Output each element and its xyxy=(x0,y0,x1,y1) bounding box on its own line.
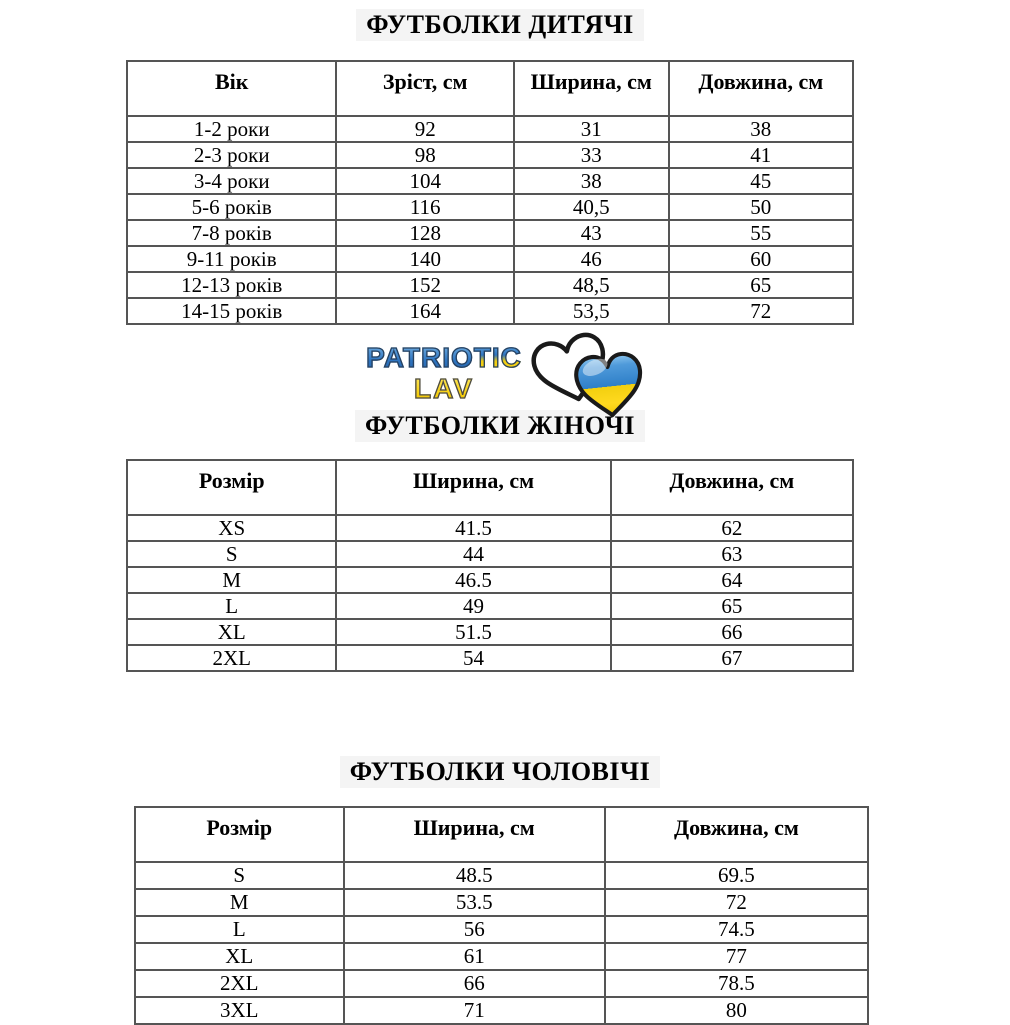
table-cell: 72 xyxy=(669,298,853,324)
table-cell: 55 xyxy=(669,220,853,246)
table-cell: 38 xyxy=(514,168,669,194)
double-heart-ukraine-flag-icon xyxy=(526,330,654,422)
table-cell: 77 xyxy=(605,943,868,970)
table-row xyxy=(135,889,868,916)
column-header: Довжина, см xyxy=(605,807,868,862)
table-cell: 66 xyxy=(344,970,605,997)
table-row xyxy=(127,541,853,567)
table-cell: 43 xyxy=(514,220,669,246)
table-header-row xyxy=(127,61,853,116)
table-cell: 38 xyxy=(669,116,853,142)
table-cell: 53,5 xyxy=(514,298,669,324)
table-cell: 62 xyxy=(611,515,853,541)
table-cell: 53.5 xyxy=(344,889,605,916)
table-cell: 67 xyxy=(611,645,853,671)
table-cell: XS xyxy=(127,515,336,541)
table-cell: 33 xyxy=(514,142,669,168)
table-cell: 51.5 xyxy=(336,619,610,645)
table-cell: 80 xyxy=(605,997,868,1024)
column-header: Ширина, см xyxy=(344,807,605,862)
table-cell: M xyxy=(135,889,344,916)
women-title: ФУТБОЛКИ ЖІНОЧІ xyxy=(355,410,645,442)
children-section xyxy=(0,0,1000,41)
table-cell: 1-2 роки xyxy=(127,116,336,142)
table-cell: 48,5 xyxy=(514,272,669,298)
table-row xyxy=(127,272,853,298)
table-cell: 98 xyxy=(336,142,514,168)
table-cell: 69.5 xyxy=(605,862,868,889)
men-size-table xyxy=(134,806,869,1025)
table-cell: 3-4 роки xyxy=(127,168,336,194)
table-row xyxy=(127,168,853,194)
table-row xyxy=(127,194,853,220)
table-cell: 46 xyxy=(514,246,669,272)
men-title: ФУТБОЛКИ ЧОЛОВІЧІ xyxy=(340,756,660,788)
table-cell: 54 xyxy=(336,645,610,671)
table-cell: 50 xyxy=(669,194,853,220)
table-cell: 7-8 років xyxy=(127,220,336,246)
table-row xyxy=(135,997,868,1024)
table-row xyxy=(135,943,868,970)
table-header-row xyxy=(135,807,868,862)
table-row xyxy=(127,142,853,168)
column-header: Ширина, см xyxy=(514,61,669,116)
table-row xyxy=(135,862,868,889)
table-cell: 40,5 xyxy=(514,194,669,220)
table-cell: 56 xyxy=(344,916,605,943)
table-cell: XL xyxy=(135,943,344,970)
table-cell: M xyxy=(127,567,336,593)
table-row xyxy=(127,220,853,246)
column-header: Ширина, см xyxy=(336,460,610,515)
table-cell: L xyxy=(135,916,344,943)
table-cell: 31 xyxy=(514,116,669,142)
table-row xyxy=(127,567,853,593)
table-cell: 2XL xyxy=(127,645,336,671)
table-cell: 65 xyxy=(669,272,853,298)
table-cell: 140 xyxy=(336,246,514,272)
table-cell: 48.5 xyxy=(344,862,605,889)
logo-line1 xyxy=(366,344,522,372)
table-cell: S xyxy=(135,862,344,889)
table-cell: 63 xyxy=(611,541,853,567)
ukraine-heart-icon xyxy=(574,352,644,419)
table-cell: 66 xyxy=(611,619,853,645)
women-size-table xyxy=(126,459,854,672)
table-cell: 2-3 роки xyxy=(127,142,336,168)
table-cell: 45 xyxy=(669,168,853,194)
table-cell: 12-13 років xyxy=(127,272,336,298)
table-row xyxy=(135,970,868,997)
table-cell: 46.5 xyxy=(336,567,610,593)
table-cell: 164 xyxy=(336,298,514,324)
table-row xyxy=(127,298,853,324)
table-row xyxy=(127,116,853,142)
table-cell: L xyxy=(127,593,336,619)
table-header-row xyxy=(127,460,853,515)
table-cell: 78.5 xyxy=(605,970,868,997)
children-size-table xyxy=(126,60,854,325)
table-cell: 128 xyxy=(336,220,514,246)
table-cell: 2XL xyxy=(135,970,344,997)
table-cell: 3XL xyxy=(135,997,344,1024)
table-cell: 64 xyxy=(611,567,853,593)
table-cell: XL xyxy=(127,619,336,645)
table-cell: 72 xyxy=(605,889,868,916)
table-row xyxy=(127,246,853,272)
logo-line1-yellow-part: TIC xyxy=(473,342,522,374)
table-cell: 49 xyxy=(336,593,610,619)
column-header: Розмір xyxy=(127,460,336,515)
table-cell: S xyxy=(127,541,336,567)
table-cell: 9-11 років xyxy=(127,246,336,272)
patriotic-lav-logo xyxy=(10,332,1010,414)
column-header: Зріст, см xyxy=(336,61,514,116)
table-cell: 71 xyxy=(344,997,605,1024)
table-row xyxy=(135,916,868,943)
table-cell: 92 xyxy=(336,116,514,142)
logo-line1-blue-part: PATRIO xyxy=(366,342,474,374)
table-cell: 44 xyxy=(336,541,610,567)
column-header: Довжина, см xyxy=(611,460,853,515)
table-row xyxy=(127,645,853,671)
table-row xyxy=(127,619,853,645)
table-cell: 14-15 років xyxy=(127,298,336,324)
column-header: Довжина, см xyxy=(669,61,853,116)
table-cell: 61 xyxy=(344,943,605,970)
table-cell: 41 xyxy=(669,142,853,168)
column-header: Розмір xyxy=(135,807,344,862)
table-cell: 41.5 xyxy=(336,515,610,541)
logo-wordmark xyxy=(366,332,522,403)
men-section xyxy=(0,756,1000,788)
table-cell: 5-6 років xyxy=(127,194,336,220)
table-cell: 60 xyxy=(669,246,853,272)
table-cell: 74.5 xyxy=(605,916,868,943)
table-cell: 104 xyxy=(336,168,514,194)
table-cell: 152 xyxy=(336,272,514,298)
table-row xyxy=(127,515,853,541)
children-title: ФУТБОЛКИ ДИТЯЧІ xyxy=(356,9,644,41)
table-cell: 65 xyxy=(611,593,853,619)
table-cell: 116 xyxy=(336,194,514,220)
table-row xyxy=(127,593,853,619)
women-section xyxy=(0,410,1000,442)
column-header: Вік xyxy=(127,61,336,116)
logo-line2: LAV xyxy=(366,375,522,403)
